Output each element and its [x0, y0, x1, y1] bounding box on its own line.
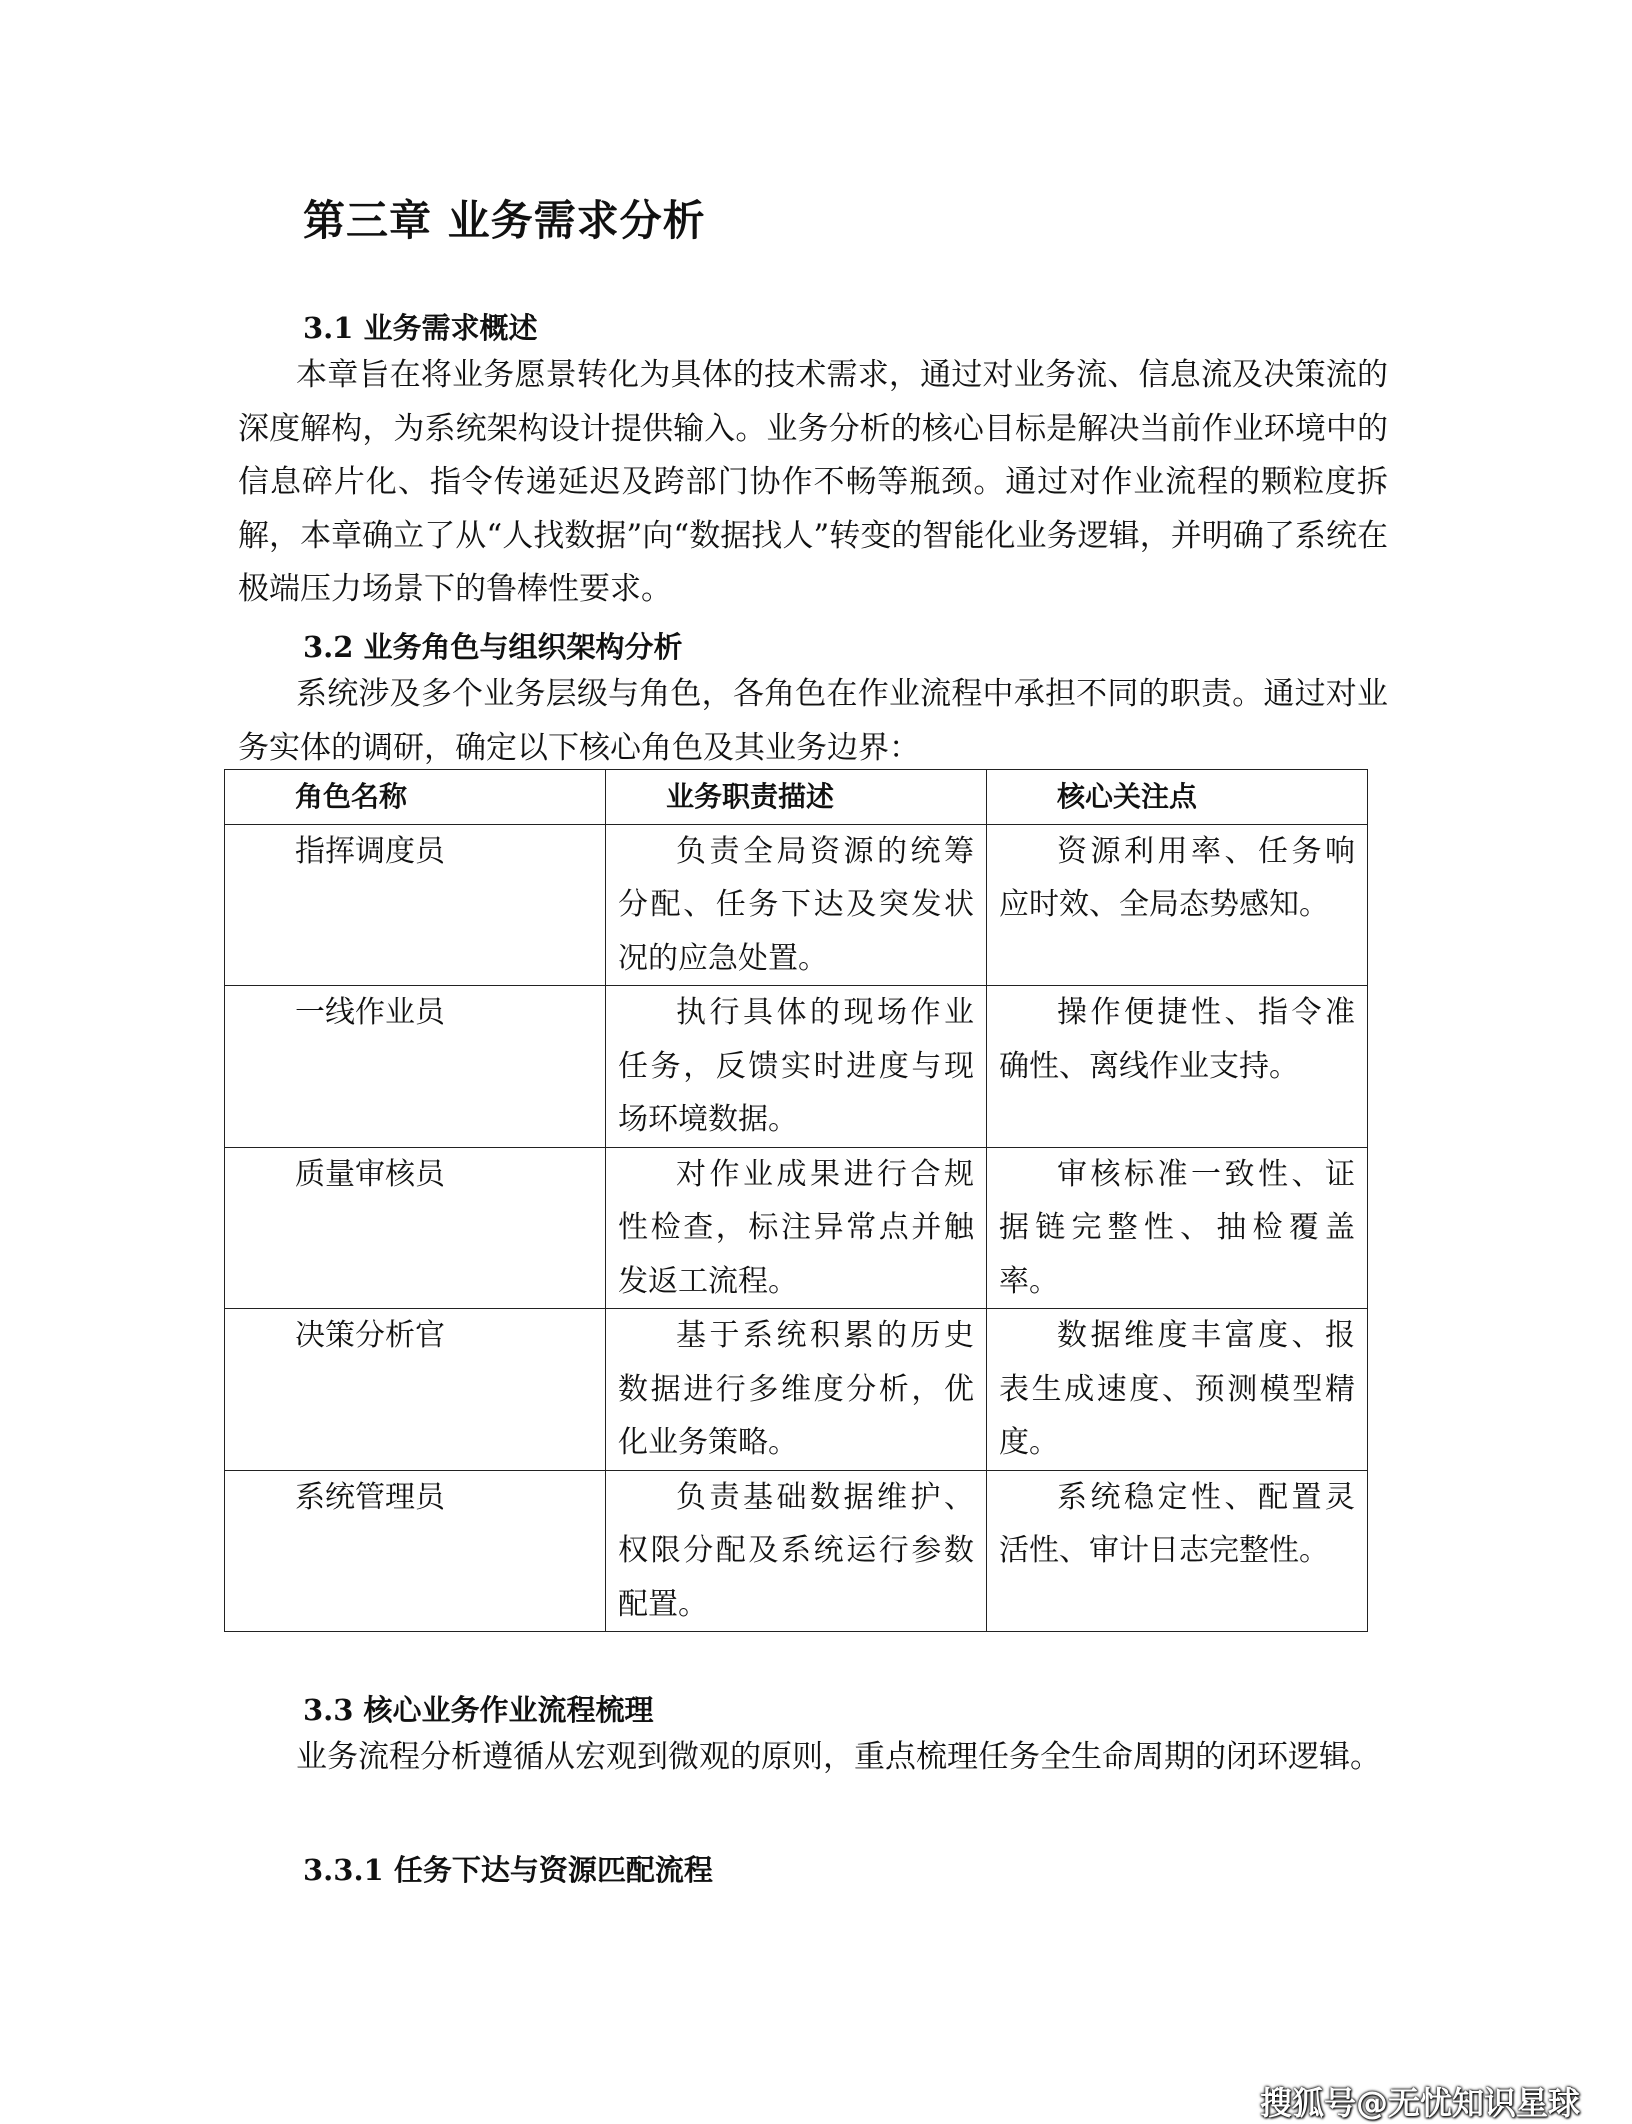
role-duty: 负责基础数据维护、权限分配及系统运行参数配置。 [606, 1470, 987, 1632]
role-name: 决策分析官 [225, 1309, 606, 1471]
role-duty: 执行具体的现场作业任务，反馈实时进度与现场环境数据。 [606, 986, 987, 1148]
section-3-3-title: 3.3 核心业务作业流程梳理 [303, 1693, 654, 1727]
header-duty: 业务职责描述 [606, 770, 987, 825]
role-name: 一线作业员 [225, 986, 606, 1148]
role-duty: 负责全局资源的统筹分配、任务下达及突发状况的应急处置。 [606, 824, 987, 986]
role-duty: 基于系统积累的历史数据进行多维度分析，优化业务策略。 [606, 1309, 987, 1471]
role-duty: 对作业成果进行合规性检查，标注异常点并触发返工流程。 [606, 1147, 987, 1309]
chapter-title: 第三章 业务需求分析 [303, 196, 706, 245]
table-header-row [225, 770, 1368, 825]
table-row [225, 824, 1368, 986]
header-focus: 核心关注点 [987, 770, 1368, 825]
section-3-2-paragraph: 系统涉及多个业务层级与角色，各角色在作业流程中承担不同的职责。通过对业务实体的调研，确定以下核心角色及其业务边界： [238, 676, 1388, 766]
role-focus: 资源利用率、任务响应时效、全局态势感知。 [987, 824, 1368, 986]
role-name: 系统管理员 [225, 1470, 606, 1632]
table-row [225, 1147, 1368, 1309]
header-role: 角色名称 [225, 770, 606, 825]
table-row [225, 986, 1368, 1148]
role-name: 指挥调度员 [225, 824, 606, 986]
section-3-2-title: 3.2 业务角色与组织架构分析 [303, 630, 683, 664]
section-3-3-1-title: 3.3.1 任务下达与资源匹配流程 [303, 1853, 713, 1887]
role-focus: 数据维度丰富度、报表生成速度、预测模型精度。 [987, 1309, 1368, 1471]
roles-table [224, 769, 1368, 1632]
role-focus: 操作便捷性、指令准确性、离线作业支持。 [987, 986, 1368, 1148]
role-focus: 系统稳定性、配置灵活性、审计日志完整性。 [987, 1470, 1368, 1632]
section-3-1-title: 3.1 业务需求概述 [303, 311, 538, 345]
watermark: 搜狐号@无忧知识星球 [1259, 2084, 1580, 2122]
table-row [225, 1309, 1368, 1471]
section-3-1-paragraph: 本章旨在将业务愿景转化为具体的技术需求，通过对业务流、信息流及决策流的深度解构，为系统架构设计提供输入。业务分析的核心目标是解决当前作业环境中的信息碎片化、指令传递延迟及跨部门协作不畅等瓶颈。通过对作业流程的颗粒度拆解，本章确立了从“人找数据”向“数据找人”转变的智能化业务逻辑，并明确了系统在极端压力场景下的鲁棒性要求。 [238, 357, 1388, 607]
role-name: 质量审核员 [225, 1147, 606, 1309]
table-row [225, 1470, 1368, 1632]
role-focus: 审核标准一致性、证据链完整性、抽检覆盖率。 [987, 1147, 1368, 1309]
section-3-3-paragraph: 业务流程分析遵循从宏观到微观的原则，重点梳理任务全生命周期的闭环逻辑。 [296, 1739, 1381, 1775]
